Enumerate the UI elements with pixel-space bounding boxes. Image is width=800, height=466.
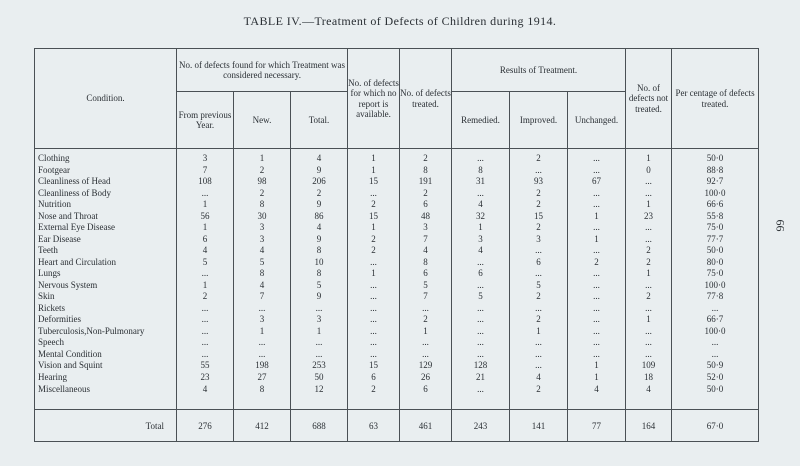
row-total: 253 [291, 360, 348, 372]
row-treated: 7 [400, 291, 452, 303]
row-improved: ... [510, 268, 568, 280]
row-treated: 8 [400, 165, 452, 177]
row-no-report: 1 [348, 268, 400, 280]
row-total: 1 [291, 326, 348, 338]
row-total: ... [291, 349, 348, 361]
row-prev: 6 [177, 234, 234, 246]
row-no-report: ... [348, 188, 400, 200]
row-unchanged: 2 [568, 257, 626, 269]
row-condition: Rickets [35, 303, 177, 315]
totals-row [35, 410, 759, 442]
row-not-treated: 0 [626, 165, 672, 177]
row-unchanged: ... [568, 280, 626, 292]
row-pct: 88·8 [672, 165, 759, 177]
row-treated: 6 [400, 383, 452, 395]
row-not-treated: ... [626, 222, 672, 234]
row-pct: 80·0 [672, 257, 759, 269]
row-condition: Footgear [35, 165, 177, 177]
row-treated: 4 [400, 245, 452, 257]
row-condition: Deformities [35, 314, 177, 326]
row-improved: 2 [510, 149, 568, 165]
table-row [35, 257, 759, 269]
row-improved: 2 [510, 188, 568, 200]
table-row [35, 383, 759, 395]
row-remedied: 4 [452, 199, 510, 211]
row-remedied: 8 [452, 165, 510, 177]
row-remedied: ... [452, 383, 510, 395]
row-new: 4 [234, 245, 291, 257]
row-pct: 50·0 [672, 149, 759, 165]
row-total: 5 [291, 280, 348, 292]
row-not-treated: 109 [626, 360, 672, 372]
row-improved: ... [510, 165, 568, 177]
row-no-report: ... [348, 326, 400, 338]
totals-prev: 276 [177, 410, 234, 442]
table-row [35, 303, 759, 315]
row-no-report: 2 [348, 383, 400, 395]
row-new: 8 [234, 383, 291, 395]
header-treated: No. of defects treated. [400, 49, 452, 149]
row-treated: 129 [400, 360, 452, 372]
row-unchanged: 4 [568, 383, 626, 395]
row-no-report: 15 [348, 176, 400, 188]
row-no-report: 2 [348, 199, 400, 211]
table-row [35, 360, 759, 372]
row-unchanged: 1 [568, 211, 626, 223]
row-pct: ... [672, 303, 759, 315]
header-remedied: Remedied. [452, 92, 510, 149]
row-prev: 3 [177, 149, 234, 165]
row-not-treated: ... [626, 176, 672, 188]
row-not-treated: 2 [626, 257, 672, 269]
row-improved: 1 [510, 326, 568, 338]
row-total: 9 [291, 199, 348, 211]
totals-improved: 141 [510, 410, 568, 442]
row-unchanged: ... [568, 222, 626, 234]
row-treated: 8 [400, 257, 452, 269]
row-condition: Mental Condition [35, 349, 177, 361]
row-not-treated: ... [626, 188, 672, 200]
row-prev: 5 [177, 257, 234, 269]
row-treated: ... [400, 303, 452, 315]
row-treated: ... [400, 349, 452, 361]
row-new: 3 [234, 222, 291, 234]
row-pct: 55·8 [672, 211, 759, 223]
row-unchanged: ... [568, 268, 626, 280]
totals-new: 412 [234, 410, 291, 442]
row-new: 2 [234, 188, 291, 200]
row-not-treated: ... [626, 326, 672, 338]
row-prev: 56 [177, 211, 234, 223]
row-pct: 66·6 [672, 199, 759, 211]
row-improved: ... [510, 245, 568, 257]
row-treated: 6 [400, 199, 452, 211]
row-total: 10 [291, 257, 348, 269]
row-new: ... [234, 337, 291, 349]
row-condition: Miscellaneous [35, 383, 177, 395]
row-improved: 2 [510, 314, 568, 326]
row-treated: 6 [400, 268, 452, 280]
totals-total: 688 [291, 410, 348, 442]
row-improved: ... [510, 349, 568, 361]
row-new: 8 [234, 199, 291, 211]
row-treated: 3 [400, 222, 452, 234]
row-total: 9 [291, 234, 348, 246]
row-not-treated: ... [626, 303, 672, 315]
row-improved: 15 [510, 211, 568, 223]
row-improved: 93 [510, 176, 568, 188]
row-unchanged: 1 [568, 360, 626, 372]
row-new: 2 [234, 165, 291, 177]
row-no-report: ... [348, 291, 400, 303]
row-new: 7 [234, 291, 291, 303]
row-no-report: 6 [348, 372, 400, 384]
defects-table [34, 48, 759, 442]
row-unchanged: ... [568, 291, 626, 303]
totals-not-treated: 164 [626, 410, 672, 442]
row-prev: ... [177, 326, 234, 338]
row-condition: Tuberculosis,Non-Pulmonary [35, 326, 177, 338]
row-unchanged: ... [568, 188, 626, 200]
row-prev: ... [177, 188, 234, 200]
row-new: 3 [234, 314, 291, 326]
table-row [35, 372, 759, 384]
row-no-report: 1 [348, 149, 400, 165]
row-not-treated: ... [626, 280, 672, 292]
row-prev: 1 [177, 199, 234, 211]
row-new: 4 [234, 280, 291, 292]
table-row [35, 349, 759, 361]
row-no-report: ... [348, 337, 400, 349]
row-unchanged: ... [568, 326, 626, 338]
row-new: 3 [234, 234, 291, 246]
row-pct: 100·0 [672, 280, 759, 292]
row-remedied: ... [452, 149, 510, 165]
row-new: 27 [234, 372, 291, 384]
row-condition: Nose and Throat [35, 211, 177, 223]
row-remedied: 31 [452, 176, 510, 188]
totals-unchanged: 77 [568, 410, 626, 442]
row-condition: Cleanliness of Body [35, 188, 177, 200]
table-row [35, 268, 759, 280]
row-remedied: ... [452, 257, 510, 269]
row-remedied: 21 [452, 372, 510, 384]
row-unchanged: ... [568, 337, 626, 349]
row-improved: 3 [510, 234, 568, 246]
row-unchanged: ... [568, 199, 626, 211]
row-pct: 92·7 [672, 176, 759, 188]
row-not-treated: 4 [626, 383, 672, 395]
row-treated: 191 [400, 176, 452, 188]
row-remedied: ... [452, 280, 510, 292]
row-improved: 4 [510, 372, 568, 384]
row-pct: 100·0 [672, 188, 759, 200]
row-pct: 77·7 [672, 234, 759, 246]
header-from-previous: From previous Year. [177, 92, 234, 149]
row-prev: 1 [177, 280, 234, 292]
row-pct: 66·7 [672, 314, 759, 326]
table-row [35, 280, 759, 292]
row-improved: 2 [510, 222, 568, 234]
row-no-report: 2 [348, 245, 400, 257]
row-not-treated: 2 [626, 245, 672, 257]
row-new: 8 [234, 268, 291, 280]
row-remedied: 32 [452, 211, 510, 223]
row-treated: 7 [400, 234, 452, 246]
row-condition: Clothing [35, 149, 177, 165]
row-prev: ... [177, 349, 234, 361]
row-prev: 23 [177, 372, 234, 384]
row-total: 4 [291, 222, 348, 234]
row-total: 4 [291, 149, 348, 165]
row-remedied: ... [452, 349, 510, 361]
row-total: 9 [291, 291, 348, 303]
row-pct: ... [672, 349, 759, 361]
row-remedied: 128 [452, 360, 510, 372]
row-unchanged: ... [568, 165, 626, 177]
row-unchanged: 1 [568, 234, 626, 246]
row-no-report: ... [348, 280, 400, 292]
row-not-treated: 2 [626, 291, 672, 303]
table-row [35, 245, 759, 257]
row-new: ... [234, 349, 291, 361]
row-not-treated: 23 [626, 211, 672, 223]
table-row [35, 326, 759, 338]
row-new: ... [234, 303, 291, 315]
row-prev: ... [177, 303, 234, 315]
row-condition: Ear Disease [35, 234, 177, 246]
row-improved: ... [510, 303, 568, 315]
row-pct: 50·0 [672, 383, 759, 395]
header-results-group: Results of Treatment. [452, 49, 626, 92]
totals-treated: 461 [400, 410, 452, 442]
row-remedied: ... [452, 326, 510, 338]
row-pct: 50·0 [672, 245, 759, 257]
row-new: 1 [234, 326, 291, 338]
row-prev: 108 [177, 176, 234, 188]
row-condition: Cleanliness of Head [35, 176, 177, 188]
row-unchanged: 67 [568, 176, 626, 188]
table-row [35, 222, 759, 234]
row-not-treated: 1 [626, 268, 672, 280]
row-no-report: 2 [348, 234, 400, 246]
totals-pct: 67·0 [672, 410, 759, 442]
row-unchanged: ... [568, 303, 626, 315]
row-treated: 2 [400, 314, 452, 326]
row-no-report: ... [348, 257, 400, 269]
row-total: 3 [291, 314, 348, 326]
row-total: 2 [291, 188, 348, 200]
row-new: 5 [234, 257, 291, 269]
table-row [35, 211, 759, 223]
row-not-treated: 1 [626, 314, 672, 326]
row-no-report: ... [348, 314, 400, 326]
row-not-treated: ... [626, 337, 672, 349]
header-not-treated: No. of defects not treated. [626, 49, 672, 149]
row-not-treated: ... [626, 349, 672, 361]
row-no-report: 15 [348, 360, 400, 372]
row-prev: 7 [177, 165, 234, 177]
row-improved: 2 [510, 383, 568, 395]
row-pct: 52·0 [672, 372, 759, 384]
table-row [35, 337, 759, 349]
row-condition: Nutrition [35, 199, 177, 211]
table-row [35, 188, 759, 200]
row-prev: ... [177, 268, 234, 280]
table-title: TABLE IV.—Treatment of Defects of Children during 1914. [243, 14, 557, 28]
row-unchanged: ... [568, 314, 626, 326]
row-new: 1 [234, 149, 291, 165]
row-remedied: ... [452, 303, 510, 315]
row-remedied: ... [452, 337, 510, 349]
table-row [35, 176, 759, 188]
row-total: ... [291, 337, 348, 349]
row-total: 8 [291, 268, 348, 280]
row-treated: 1 [400, 326, 452, 338]
row-improved: ... [510, 337, 568, 349]
row-condition: Heart and Circulation [35, 257, 177, 269]
header-found-group: No. of defects found for which Treatment was considered necessary. [177, 49, 348, 92]
row-condition: External Eye Disease [35, 222, 177, 234]
row-condition: Nervous System [35, 280, 177, 292]
row-condition: Hearing [35, 372, 177, 384]
row-prev: 4 [177, 245, 234, 257]
row-not-treated: 1 [626, 199, 672, 211]
row-not-treated: 18 [626, 372, 672, 384]
header-unchanged: Unchanged. [568, 92, 626, 149]
row-treated: ... [400, 337, 452, 349]
row-not-treated: 1 [626, 149, 672, 165]
row-unchanged: ... [568, 149, 626, 165]
header-no-report: No. of defects for which no report is available. [348, 49, 400, 149]
table-row [35, 291, 759, 303]
row-new: 98 [234, 176, 291, 188]
table-row [35, 314, 759, 326]
row-remedied: 1 [452, 222, 510, 234]
row-no-report: ... [348, 349, 400, 361]
row-prev: 2 [177, 291, 234, 303]
row-remedied: ... [452, 188, 510, 200]
row-total: 9 [291, 165, 348, 177]
row-no-report: ... [348, 303, 400, 315]
row-prev: 55 [177, 360, 234, 372]
row-total: 8 [291, 245, 348, 257]
row-remedied: ... [452, 314, 510, 326]
row-pct: 75·0 [672, 222, 759, 234]
row-prev: 1 [177, 222, 234, 234]
totals-label: Total [35, 410, 177, 442]
row-improved: ... [510, 360, 568, 372]
row-total: 12 [291, 383, 348, 395]
row-no-report: 1 [348, 165, 400, 177]
row-pct: 100·0 [672, 326, 759, 338]
totals-no-report: 63 [348, 410, 400, 442]
row-no-report: 1 [348, 222, 400, 234]
header-total: Total. [291, 92, 348, 149]
row-treated: 2 [400, 188, 452, 200]
row-unchanged: ... [568, 349, 626, 361]
table-row [35, 234, 759, 246]
row-total: 206 [291, 176, 348, 188]
table-row [35, 149, 759, 165]
row-remedied: 4 [452, 245, 510, 257]
table-body [35, 149, 759, 396]
row-no-report: 15 [348, 211, 400, 223]
row-condition: Lungs [35, 268, 177, 280]
row-total: 86 [291, 211, 348, 223]
header-condition: Condition. [35, 49, 177, 149]
row-total: 50 [291, 372, 348, 384]
page-number: 66 [773, 219, 788, 232]
row-condition: Skin [35, 291, 177, 303]
row-condition: Teeth [35, 245, 177, 257]
row-new: 198 [234, 360, 291, 372]
row-unchanged: 1 [568, 372, 626, 384]
row-improved: 5 [510, 280, 568, 292]
totals-remedied: 243 [452, 410, 510, 442]
row-total: ... [291, 303, 348, 315]
header-improved: Improved. [510, 92, 568, 149]
row-treated: 2 [400, 149, 452, 165]
row-condition: Speech [35, 337, 177, 349]
row-improved: 2 [510, 291, 568, 303]
row-unchanged: ... [568, 245, 626, 257]
row-condition: Vision and Squint [35, 360, 177, 372]
table-row [35, 165, 759, 177]
row-pct: ... [672, 337, 759, 349]
row-treated: 26 [400, 372, 452, 384]
row-remedied: 6 [452, 268, 510, 280]
row-improved: 2 [510, 199, 568, 211]
row-remedied: 5 [452, 291, 510, 303]
row-pct: 77·8 [672, 291, 759, 303]
row-not-treated: ... [626, 234, 672, 246]
row-treated: 5 [400, 280, 452, 292]
table-row [35, 199, 759, 211]
row-prev: ... [177, 337, 234, 349]
row-pct: 75·0 [672, 268, 759, 280]
row-remedied: 3 [452, 234, 510, 246]
header-percentage: Per centage of defects treated. [672, 49, 759, 149]
row-improved: 6 [510, 257, 568, 269]
row-prev: ... [177, 314, 234, 326]
row-treated: 48 [400, 211, 452, 223]
row-pct: 50·9 [672, 360, 759, 372]
row-prev: 4 [177, 383, 234, 395]
row-new: 30 [234, 211, 291, 223]
header-new: New. [234, 92, 291, 149]
